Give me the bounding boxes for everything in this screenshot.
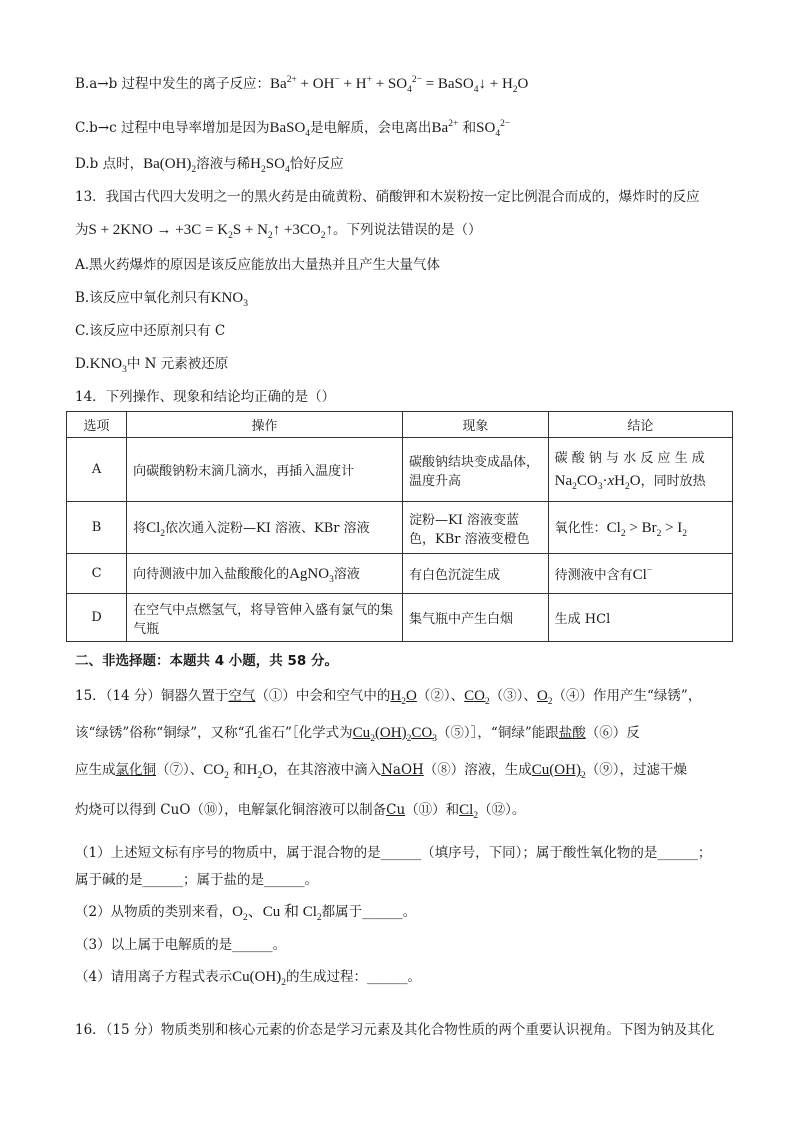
q15-part3: （3）以上属于电解质的是______。 <box>75 937 287 953</box>
q12-option-d <box>75 154 344 180</box>
formula-cl-ion: Cl− <box>632 565 653 583</box>
q16-stem: 16．（15 分）物质类别和核心元素的价态是学习元素及其化合物性质的两个重要认识视角。下图为钠及其化 <box>75 1022 715 1038</box>
q15-text: （⑧）溶液，生成 <box>423 762 532 778</box>
operation-prefix: 将 <box>133 520 147 536</box>
formula-kno3: $KNO_3$ <box>89 356 127 375</box>
row-option: A <box>67 438 127 502</box>
operation-suffix: 依次通入淀粉—KI 溶液、KBr 溶液 <box>165 520 370 536</box>
q12-option-b <box>75 70 528 100</box>
q15-text: （⑤）］，“铜绿”能跟 <box>436 725 559 741</box>
term-naoh: NaOH <box>381 762 424 778</box>
formula-h2so4: $H_2SO_4$ <box>250 156 290 175</box>
q15-part2-prefix: （2）从物质的类别来看， <box>75 904 233 920</box>
formula-ba-ion: $Ba^{2+}$ <box>431 119 459 136</box>
q15-text: （④）作用产生“绿锈”， <box>552 688 702 704</box>
q15-part4-suffix: 的生成过程：______。 <box>286 969 422 985</box>
q12-option-d-text: D.b 点时， <box>75 156 144 172</box>
q13-option-a: A.黑火药爆炸的原因是该反应能放出大量热并且产生大量气体 <box>75 257 441 273</box>
row-operation: 向碳酸钠粉末滴几滴水，再插入温度计 <box>127 438 403 502</box>
row-conclusion <box>548 554 732 594</box>
table-row <box>67 554 733 594</box>
formula-agno3: AgNO$_3$ <box>289 565 334 585</box>
q15-line4 <box>75 800 525 826</box>
term-copper-chloride: 氯化铜 <box>115 762 156 778</box>
formula-so4-ion: $SO_4^{2-}$ <box>476 119 511 139</box>
term-cu: Cu <box>386 802 406 818</box>
oxidizing-order: $Cl_2 > Br_2 > I_2$ <box>606 519 688 539</box>
conclusion-prefix: 待测液中含有 <box>554 567 633 583</box>
q15-line2 <box>75 723 640 749</box>
q13-option-c: C.该反应中还原剂只有 C <box>75 323 226 339</box>
q15-part4 <box>75 967 421 993</box>
table-row <box>67 438 733 502</box>
conclusion-line2-text: ，同时放热 <box>640 474 706 489</box>
q12-option-d-suffix: 恰好反应 <box>289 156 344 172</box>
formula-kno3: $KNO_3$ <box>210 290 248 309</box>
formula-baso4: BaSO$_4$ <box>269 120 311 139</box>
q13-stem-line1: 13．我国古代四大发明之一的黑火药是由硫黄粉、硝酸钾和木炭粉按一定比例混合而成的，爆炸时的反应 <box>75 189 700 205</box>
q12-option-b-text: B.a→b 过程中发生的离子反应： <box>75 76 271 92</box>
formula-cl2: $Cl_2$ <box>146 519 166 539</box>
q15-text: （①）中会和空气中的 <box>255 688 391 704</box>
row-conclusion <box>548 502 732 554</box>
q15-text: 该“绿锈”俗称“铜绿”，又称“孔雀石”［化学式为 <box>75 725 353 741</box>
formula-co2: $CO_2$ <box>464 688 490 707</box>
row-conclusion <box>548 438 732 502</box>
formula-na2co3-hydrate: $Na_2CO_3\cdot xH_2O$ <box>554 473 641 492</box>
q15-text: （⑨），过滤干燥 <box>585 762 687 778</box>
q12-option-c-and: 和 <box>462 120 477 136</box>
conclusion-prefix: 氧化性： <box>554 520 607 536</box>
q15-text: 和 <box>233 762 247 778</box>
formula-h2o: $H_2O$ <box>390 688 417 707</box>
formula-co2: $CO_2$ <box>203 762 229 781</box>
conclusion-line2 <box>555 470 726 492</box>
col-header-conclusion: 结论 <box>548 412 732 438</box>
col-header-phenomenon: 现象 <box>403 412 549 438</box>
q13-stem2-suffix: 。下列说法错误的是（） <box>333 222 482 238</box>
operation-prefix: 向待测液中加入盐酸酸化的 <box>133 566 290 582</box>
q13-stem2-prefix: 为 <box>75 222 89 238</box>
q13-option-b-text: B.该反应中氧化剂只有 <box>75 290 211 306</box>
q12-option-c-text: C.b→c 过程中电导率增加是因为 <box>75 120 270 136</box>
table-row <box>67 502 733 554</box>
row-phenomenon: 有白色沉淀生成 <box>403 554 549 594</box>
row-option: D <box>67 594 127 642</box>
operation-suffix: 溶液 <box>333 566 360 582</box>
q12-option-c-mid: 是电解质，会电离出 <box>310 120 432 136</box>
col-header-operation: 操作 <box>127 412 403 438</box>
section-heading: 二、非选择题：本题共 4 小题，共 58 分。 <box>75 653 338 669</box>
row-option: B <box>67 502 127 554</box>
q13-option-d-prefix: D. <box>75 356 90 372</box>
q13-option-b <box>75 288 248 314</box>
q12-option-c <box>75 114 510 144</box>
q15-text: ，在其溶液中滴入 <box>273 762 382 778</box>
row-phenomenon: 集气瓶中产生白烟 <box>403 594 549 642</box>
q15-part4-prefix: （4）请用离子方程式表示 <box>75 969 233 985</box>
conclusion-line1: 碳 酸 钠 与 水 反 应 生 成 <box>554 451 705 466</box>
q15-text: （③）、 <box>489 688 537 704</box>
formula-o2: $O_2$ <box>536 688 553 707</box>
q12-option-d-mid: 溶液与稀 <box>196 156 251 172</box>
q15-text: 应生成 <box>75 762 116 778</box>
q14-stem: 14．下列操作、现象和结论均正确的是（） <box>75 389 336 405</box>
formula-o2-cu-cl2: $O_2$、Cu 和 $Cl_2$ <box>232 904 322 923</box>
formula-cuoh2: $Cu(OH)_2$ <box>232 969 287 988</box>
col-header-option: 选项 <box>67 412 127 438</box>
row-operation <box>127 554 403 594</box>
q15-text: 灼烧可以得到 CuO（⑩），电解氯化铜溶液可以制备 <box>75 802 387 818</box>
q15-text: （⑥）反 <box>585 725 640 741</box>
formula-baoh2: $Ba(OH)_2$ <box>143 156 197 175</box>
q15-part2 <box>75 902 416 928</box>
row-operation: 在空气中点燃氢气，将导管伸入盛有氯气的集气瓶 <box>127 594 403 642</box>
table-row <box>67 594 733 642</box>
q15-text: 15．（14 分）铜器久置于 <box>75 688 229 704</box>
q14-table <box>66 411 733 642</box>
formula-h2o: $H_2O$ <box>246 762 274 781</box>
row-operation <box>127 502 403 554</box>
row-option: C <box>67 554 127 594</box>
formula-cuoh2: $Cu(OH)_2$ <box>531 762 586 781</box>
row-phenomenon: 碳酸钠结块变成晶体，温度升高 <box>403 438 549 502</box>
q15-text: （⑫）。 <box>478 802 526 818</box>
q15-text: （⑪）和 <box>405 802 460 818</box>
table-header-row <box>67 412 733 438</box>
row-phenomenon: 淀粉—KI 溶液变蓝色，KBr 溶液变橙色 <box>403 502 549 554</box>
q13-option-d-suffix: 中 N 元素被还原 <box>126 356 229 372</box>
q15-part1: （1）上述短文标有序号的物质中，属于混合物的是______（填序号，下同）；属于酸性氧化物的是______； <box>75 845 712 861</box>
q12-option-b-equation: $Ba^{2+} + OH^- + H^+ + SO_4^{2-}$ = BaSO$_4$↓ + $H_2O$ <box>270 75 529 95</box>
term-air: 空气 <box>228 688 256 704</box>
q15-part1-cont: 属于碱的是______；属于盐的是______。 <box>75 872 318 888</box>
q13-stem-line2 <box>75 220 482 246</box>
formula-cl2: $Cl_2$ <box>459 802 479 821</box>
formula-malachite: $Cu_2(OH)_2CO_3$ <box>352 725 437 744</box>
q13-reaction-equation: $S + 2KNO \to +3C = K_2S$ + $N_2↑$ $+3CO_2↑$ <box>88 222 333 241</box>
q15-part2-suffix: 都属于______。 <box>321 904 417 920</box>
q15-text: （⑦）、 <box>156 762 204 778</box>
q15-line1 <box>75 686 701 712</box>
q15-line3 <box>75 760 687 786</box>
term-hydrochloric-acid: 盐酸 <box>558 725 586 741</box>
q15-text: （②）、 <box>416 688 465 704</box>
q13-option-d <box>75 354 228 380</box>
row-conclusion: 生成 HCl <box>548 594 732 642</box>
